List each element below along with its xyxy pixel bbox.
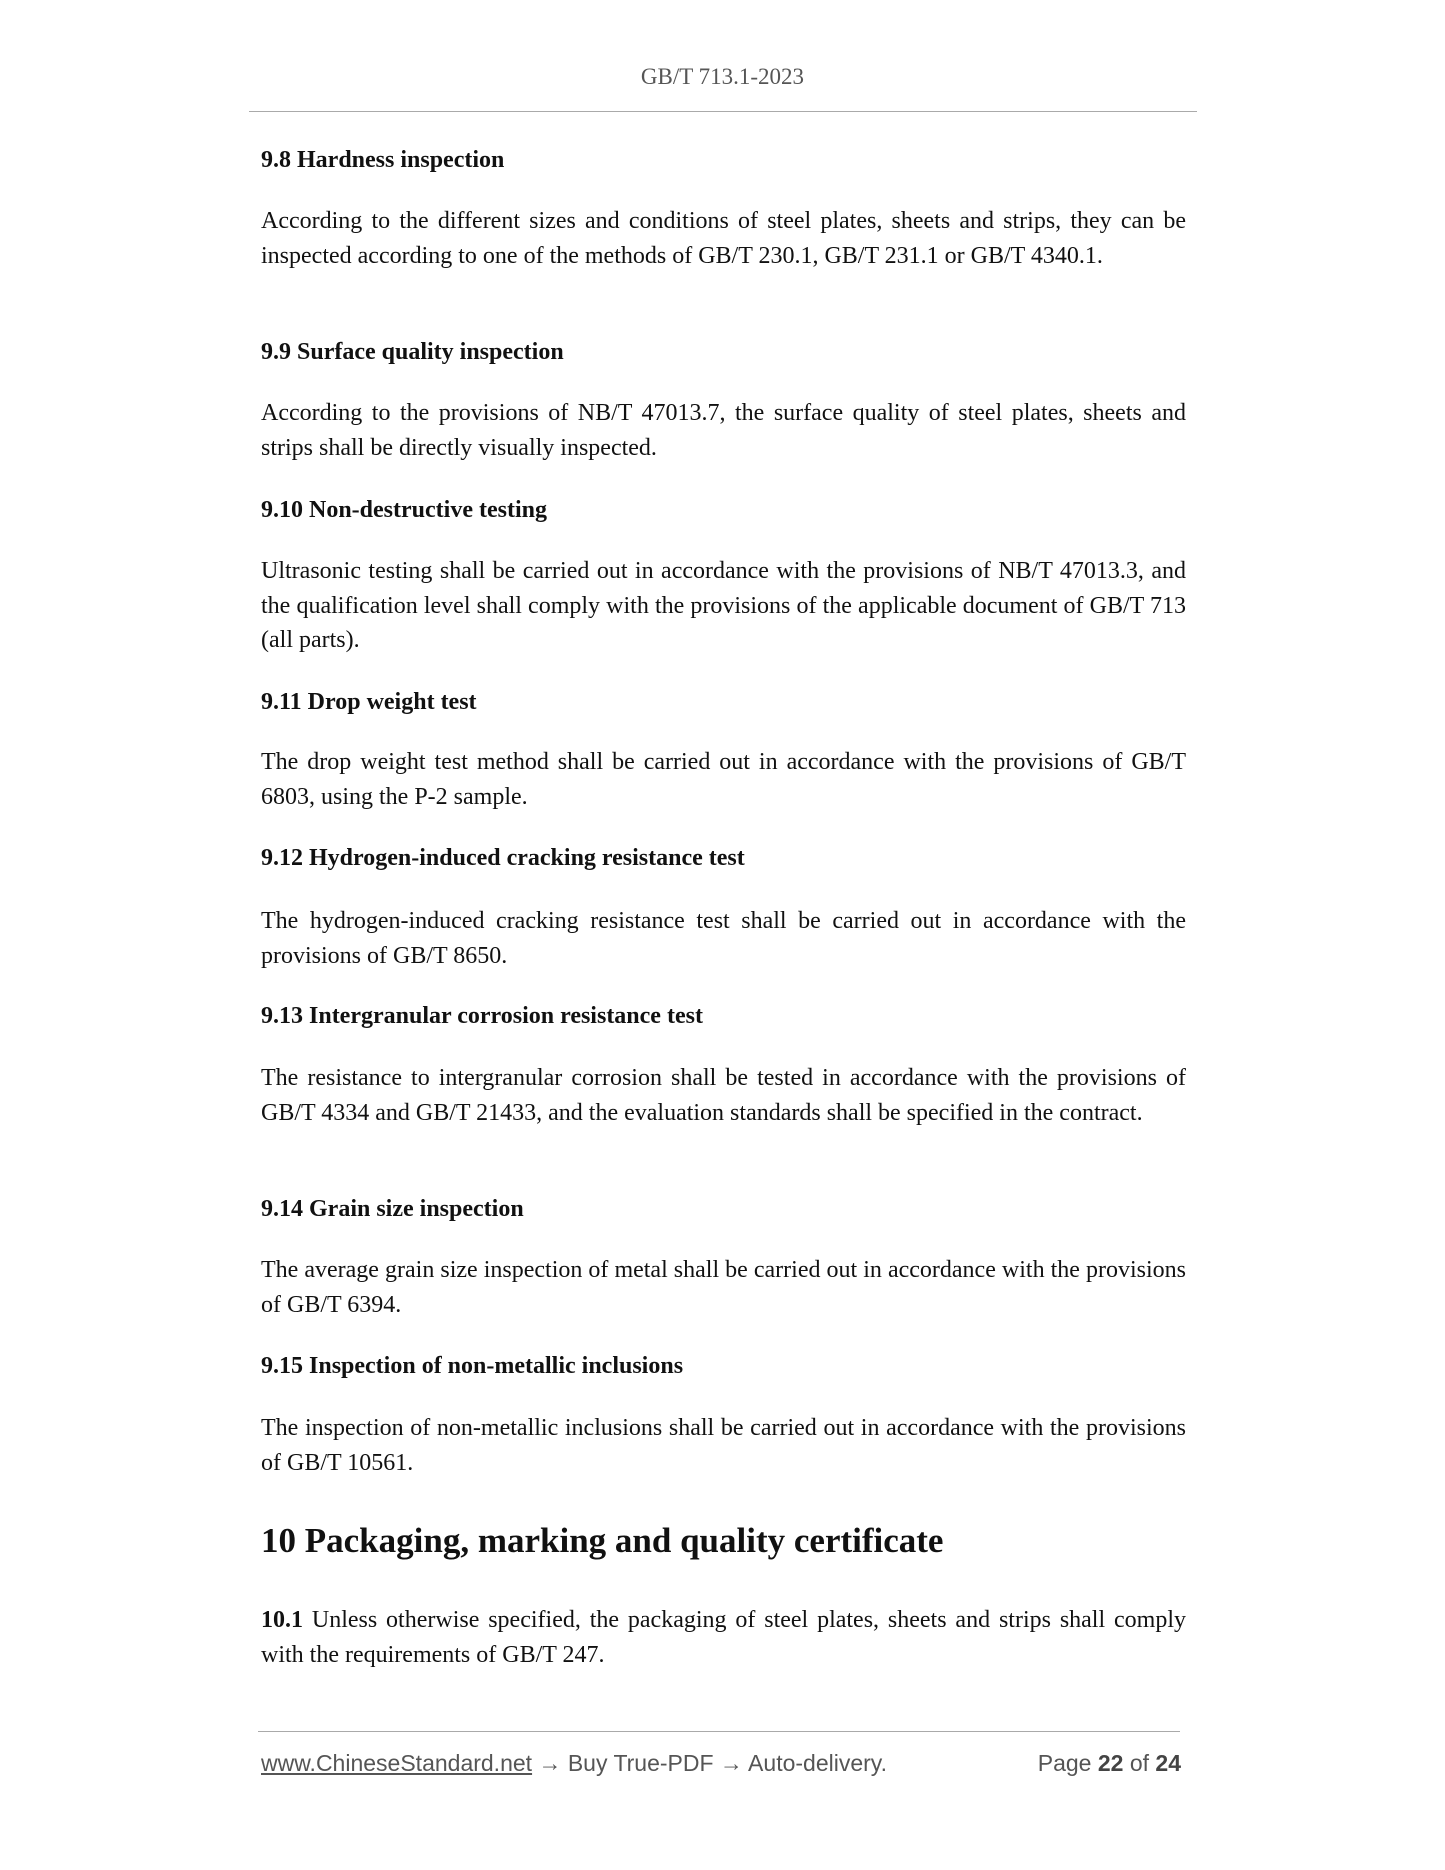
chapter-heading: 10 Packaging, marking and quality certificate [261,1521,944,1560]
running-header: GB/T 713.1-2023 [640,64,805,89]
page-total: 24 [1155,1750,1181,1776]
section-text: The drop weight test method shall be carried out in accordance with the provisions of GB/T 6803, using the P-2 sample. [261,749,1186,810]
section-text: According to the provisions of NB/T 47013.7, the surface quality of steel plates, sheets and strips shall be directly visually inspected. [261,400,1186,461]
section-text: The resistance to intergranular corrosion shall be tested in accordance with the provisions of GB/T 4334 and GB/T 21433, and the evaluation standards shall be specified in the contract. [261,1065,1186,1126]
section-text: Ultrasonic testing shall be carried out in accordance with the provisions of NB/T 47013.3, and the qualification level shall comply with the provisions of the applicable document of GB/T 713 (all parts). [261,558,1186,654]
section-text: The average grain size inspection of metal shall be carried out in accordance with the provisions of GB/T 6394. [261,1257,1186,1318]
section-heading: 9.14 Grain size inspection [261,1196,524,1222]
page-indicator [1038,1750,1181,1777]
clause-number: 10.1 [261,1607,303,1633]
page-label: Page [1037,1750,1098,1776]
footer [261,1750,1181,1777]
clause-text: Unless otherwise specified, the packaging of steel plates, sheets and strips shall comply with the requirements of GB/T 247. [261,1607,1186,1668]
section-text: The inspection of non-metallic inclusions shall be carried out in accordance with the provisions of GB/T 10561. [261,1415,1186,1476]
of-label: of [1123,1750,1156,1776]
clause-paragraph [261,1603,1186,1672]
website-link[interactable]: www.ChineseStandard.net [261,1750,533,1776]
section-text: The hydrogen-induced cracking resistance test shall be carried out in accordance with the provisions of GB/T 8650. [261,908,1186,969]
section-heading: 9.10 Non-destructive testing [261,497,547,523]
header-divider [249,111,1197,112]
section-heading: 9.11 Drop weight test [261,689,477,715]
footer-promo-text: → Buy True-PDF → Auto-delivery. [532,1750,887,1776]
section-heading: 9.8 Hardness inspection [261,147,505,173]
section-text: According to the different sizes and conditions of steel plates, sheets and strips, they can be inspected according to one of the methods of GB/T 230.1, GB/T 231.1 or GB/T 4340.1. [261,208,1186,269]
page-number: 22 [1097,1750,1124,1776]
section-heading: 9.9 Surface quality inspection [261,339,564,365]
section-heading: 9.15 Inspection of non-metallic inclusions [261,1353,684,1379]
section-heading: 9.12 Hydrogen-induced cracking resistance test [261,845,745,871]
footer-divider [258,1731,1180,1732]
section-heading: 9.13 Intergranular corrosion resistance test [261,1003,703,1029]
